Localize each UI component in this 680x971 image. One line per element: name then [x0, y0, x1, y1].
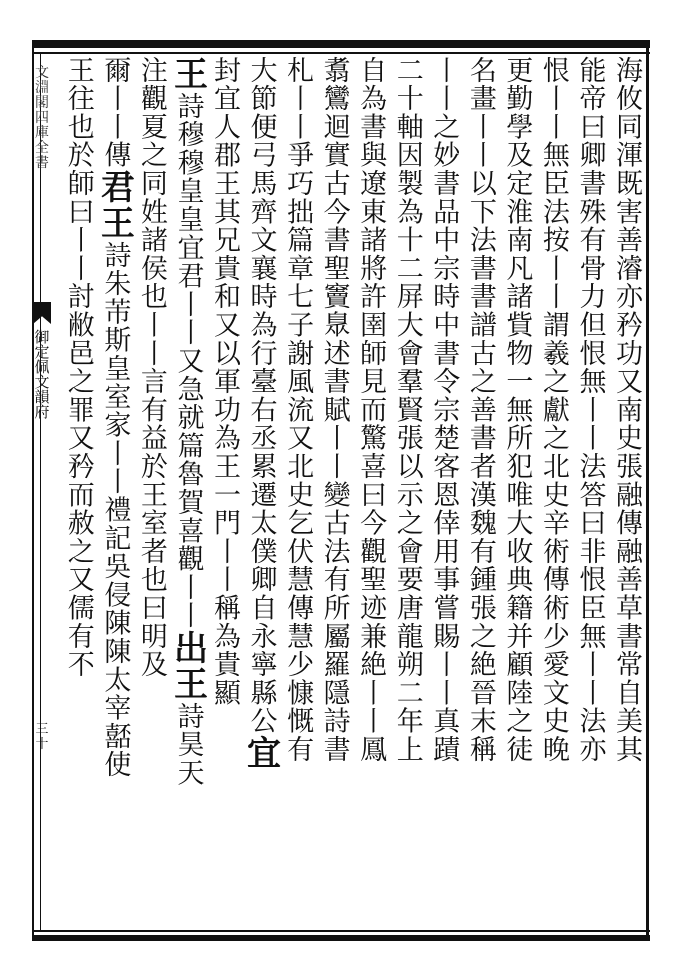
text-column: [316, 56, 352, 928]
margin-folio-char: 三: [35, 722, 49, 737]
text-column: [571, 56, 607, 928]
margin-book-char: 御: [34, 328, 50, 346]
margin-upper-char: 四: [35, 110, 49, 126]
column-text: 王往也於師曰丨丨討敝邑之罪又矜而赦之又儒有不: [62, 56, 94, 679]
margin-upper-char: 全: [35, 140, 49, 156]
text-column: [352, 56, 388, 928]
column-text: 能帝曰卿書殊有骨力但恨無丨丨法答曰非恨臣無丨丨法亦: [574, 56, 606, 764]
fish-tail-mark: [33, 302, 51, 324]
text-column: [608, 56, 644, 928]
margin-divider: [40, 54, 41, 930]
text-column: [425, 56, 461, 928]
margin-folio-number: [33, 722, 51, 752]
text-column: [462, 56, 498, 928]
column-text: 更勤學及定淮南凡諸貲物一無所犯唯大收典籍并顧陸之徒: [501, 56, 533, 764]
margin-upper-char: 書: [35, 155, 49, 171]
headword: 宜: [240, 735, 281, 772]
margin-folio-char: 十: [35, 737, 49, 752]
headword: 出王: [167, 629, 208, 702]
column-text: 自為書與遼東諸將許圉師見而驚喜曰今觀聖迹兼絶丨丨鳳: [355, 56, 387, 764]
margin-book-title: [33, 330, 51, 420]
column-text: 爾丨丨傳: [99, 56, 131, 170]
right-border: [646, 40, 649, 941]
text-column: [535, 56, 571, 928]
bottom-border-thick: [32, 935, 650, 941]
column-text: 封宜人郡王其兄貴和又以軍功為王一門丨丨稱為貴顯: [208, 56, 240, 707]
column-text: 注觀夏之同姓諸侯也丨丨言有益於王室者也曰明及: [135, 56, 167, 679]
margin-upper-char: 閣: [35, 95, 49, 111]
column-text: 翥鸞迴實古今書聖竇臮述書賦丨丨變古法有所屬羅隱詩書: [318, 56, 350, 764]
text-column: [167, 56, 208, 928]
main-text-block: [58, 56, 644, 928]
text-column: [389, 56, 425, 928]
top-border-thin: [32, 52, 650, 54]
text-column: [133, 56, 169, 928]
column-text: 恨丨丨無臣法按丨丨謂羲之獻之北史辛術傳術少愛文史晚: [537, 56, 569, 764]
column-text: 詩朱芾斯皇室家丨丨禮記吳侵陳陳太宰嚭使: [99, 241, 131, 779]
column-text: 二十軸因製為十二屏大會羣賢張以示之會要唐龍朔二年上: [391, 56, 423, 764]
text-column: [94, 56, 135, 928]
column-text: 詩昊天: [172, 701, 204, 787]
top-border-thick: [32, 40, 650, 48]
text-column: [279, 56, 315, 928]
margin-book-char: 韻: [34, 388, 50, 406]
column-text: 札丨丨爭巧拙篇章七子謝風流又北史乞伏慧傳慧少慷慨有: [282, 56, 314, 764]
margin-book-char: 府: [34, 403, 50, 421]
margin-upper-title: [33, 66, 51, 171]
column-text: 丨丨之妙書品中宗時中書令宗楚客恩倖用事嘗賜丨丨真蹟: [428, 56, 460, 764]
text-column: [206, 56, 242, 928]
headword: 王: [167, 56, 208, 92]
text-column: [498, 56, 534, 928]
text-column: [60, 56, 96, 928]
column-text: 海攸同渾既害善濬亦矜功又南史張融傳融善草書常自美其: [611, 56, 642, 764]
bottom-border-thin: [32, 930, 650, 932]
margin-book-char: 佩: [34, 358, 50, 376]
left-border: [32, 40, 34, 941]
column-text: 大節便弓馬齊文襄時為行臺右丞累遷太僕卿自永寧縣公: [245, 56, 277, 736]
margin-upper-char: 文: [35, 65, 49, 81]
margin-upper-char: 庫: [35, 125, 49, 141]
margin-upper-char: 淵: [35, 80, 49, 96]
margin-book-char: 定: [34, 343, 50, 361]
headword: 君王: [94, 169, 135, 242]
column-text: 名畫丨丨以下法書書譜古之善書者漢魏有鍾張之絶晉末稱: [464, 56, 496, 764]
column-text: 詩穆穆皇皇宜君丨丨又急就篇魯賀喜觀丨丨: [172, 92, 204, 630]
text-column: [240, 56, 281, 928]
margin-book-char: 文: [34, 373, 50, 391]
